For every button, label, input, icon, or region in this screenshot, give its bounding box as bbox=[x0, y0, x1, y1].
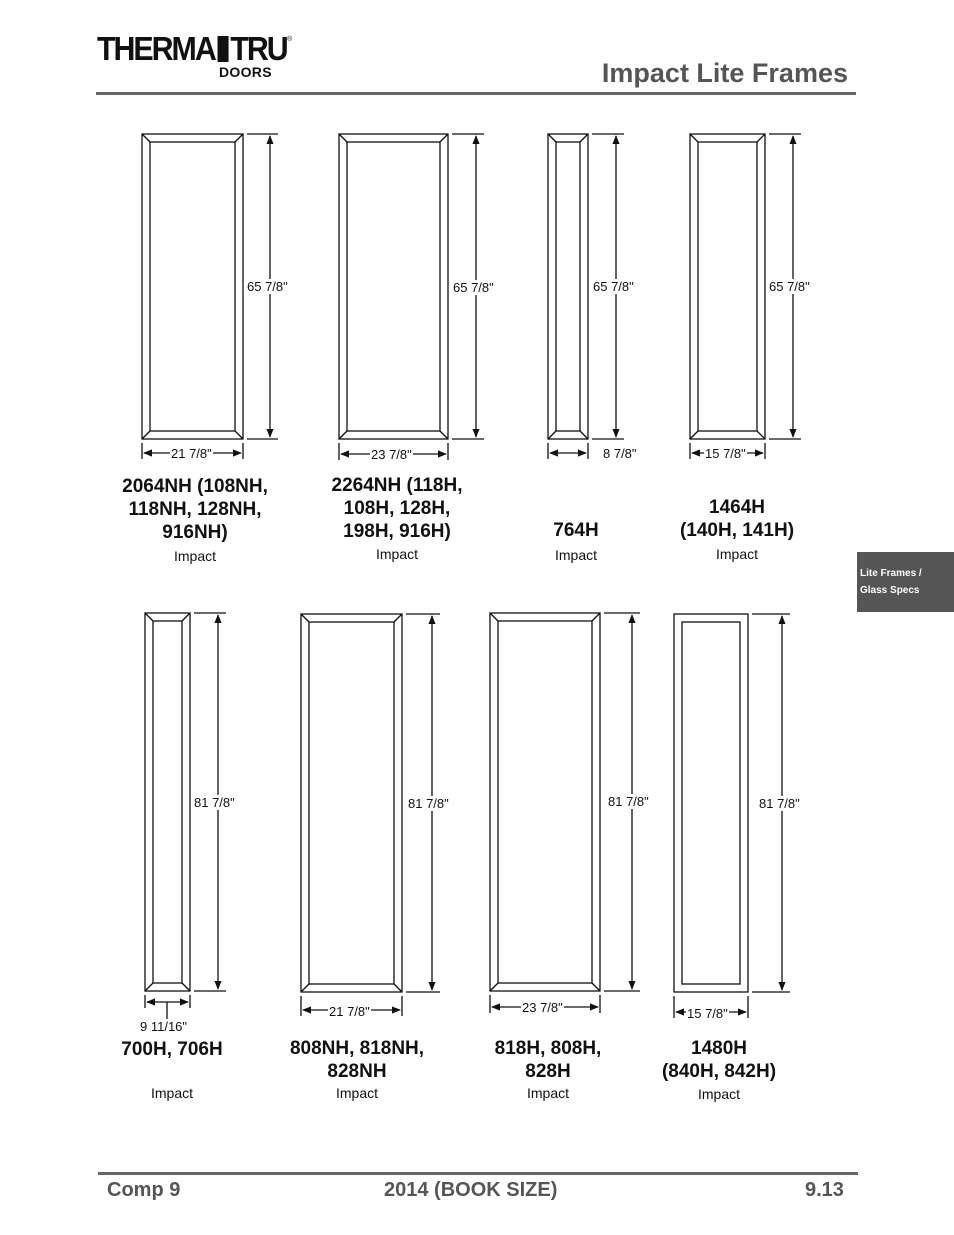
width-dimension: 21 7/8" bbox=[329, 1004, 370, 1019]
frame-miter-2 bbox=[339, 431, 347, 439]
frame-outer-2 bbox=[339, 134, 448, 439]
height-dimension: 65 7/8" bbox=[453, 280, 494, 295]
frame-model-label-line: 108H, 128H, bbox=[343, 498, 451, 519]
frame-miter-3 bbox=[548, 431, 556, 439]
frame-model-label bbox=[122, 475, 268, 544]
frame-type-label: Impact bbox=[375, 546, 419, 562]
frame-miter-1 bbox=[235, 134, 243, 142]
frame-miter-5 bbox=[145, 613, 153, 621]
frame-glass-4 bbox=[698, 142, 757, 431]
frame-model-label-line: 818H, 808H, bbox=[494, 1038, 602, 1059]
frame-outer-8 bbox=[674, 614, 748, 992]
height-dimension: 65 7/8" bbox=[769, 279, 810, 294]
width-dimension: 15 7/8" bbox=[705, 446, 746, 461]
width-dimension: 23 7/8" bbox=[522, 1000, 563, 1015]
frame-glass-2 bbox=[347, 142, 440, 431]
frame-miter-1 bbox=[142, 431, 150, 439]
section-tab-line1: Lite Frames / bbox=[860, 568, 922, 579]
frame-outer-6 bbox=[301, 614, 402, 992]
height-dimension: 65 7/8" bbox=[247, 279, 288, 294]
frame-glass-6 bbox=[309, 622, 394, 984]
frame-miter-1 bbox=[235, 431, 243, 439]
footer-section: Comp 9 bbox=[107, 1179, 181, 1201]
frame-miter-4 bbox=[757, 134, 765, 142]
frame-model-label-line: 2264NH (118H, bbox=[331, 475, 463, 496]
frame-miter-3 bbox=[580, 134, 588, 142]
frame-glass-3 bbox=[556, 142, 580, 431]
section-tab-line2: Glass Specs bbox=[860, 585, 920, 596]
logo-registered-mark: ® bbox=[287, 36, 293, 43]
frame-outer-7 bbox=[490, 613, 600, 991]
height-dimension: 81 7/8" bbox=[408, 796, 449, 811]
frame-model-label bbox=[553, 519, 598, 542]
frame-miter-1 bbox=[142, 134, 150, 142]
footer-page-number: 9.13 bbox=[805, 1179, 844, 1201]
frame-miter-3 bbox=[548, 134, 556, 142]
frame-miter-2 bbox=[339, 134, 347, 142]
frame-model-label-line: 808NH, 818NH, bbox=[289, 1038, 425, 1059]
frame-model-label bbox=[290, 1037, 424, 1083]
footer-edition: 2014 (BOOK SIZE) bbox=[384, 1179, 558, 1201]
frame-miter-4 bbox=[690, 134, 698, 142]
frame-miter-6 bbox=[394, 614, 402, 622]
frame-outer-3 bbox=[548, 134, 588, 439]
frame-miter-7 bbox=[490, 613, 498, 621]
height-dimension: 81 7/8" bbox=[194, 795, 235, 810]
frame-type-label: Impact bbox=[335, 1085, 379, 1101]
frame-miter-7 bbox=[490, 983, 498, 991]
frame-type-label: Impact bbox=[526, 1085, 570, 1101]
frame-miter-5 bbox=[145, 983, 153, 991]
width-dimension: 8 7/8" bbox=[603, 446, 637, 461]
frame-glass-5 bbox=[153, 621, 182, 983]
frame-type-label: Impact bbox=[715, 546, 759, 562]
frame-model-label-line: 2064NH (108NH, bbox=[122, 476, 268, 497]
section-tab bbox=[857, 552, 954, 612]
width-dimension: 21 7/8" bbox=[171, 446, 212, 461]
frame-miter-5 bbox=[182, 983, 190, 991]
frame-miter-5 bbox=[182, 613, 190, 621]
frame-model-label bbox=[332, 474, 463, 543]
frame-model-label bbox=[121, 1038, 222, 1061]
frame-type-label: Impact bbox=[150, 1085, 194, 1101]
frame-model-label-line: 764H bbox=[553, 520, 599, 541]
frame-miter-6 bbox=[301, 614, 309, 622]
frame-model-label-line: 1480H bbox=[691, 1038, 747, 1059]
frame-miter-3 bbox=[580, 431, 588, 439]
frame-type-label: Impact bbox=[554, 547, 598, 563]
frame-miter-2 bbox=[440, 431, 448, 439]
frame-outer-1 bbox=[142, 134, 243, 439]
width-dimension: 9 11/16" bbox=[140, 1019, 188, 1034]
frame-model-label-line: (840H, 842H) bbox=[661, 1061, 777, 1082]
frame-model-label-line: 916NH) bbox=[162, 522, 228, 543]
logo-wordmark-right: TRU bbox=[230, 30, 287, 67]
logo-wordmark-left: THERMA bbox=[97, 30, 215, 67]
frame-model-label-line: 198H, 916H) bbox=[343, 521, 451, 542]
height-dimension: 65 7/8" bbox=[593, 279, 634, 294]
frame-miter-2 bbox=[440, 134, 448, 142]
frame-model-label-line: 1464H bbox=[709, 497, 765, 518]
frame-miter-4 bbox=[757, 431, 765, 439]
frame-model-label bbox=[680, 496, 794, 542]
frame-model-label-line: (140H, 141H) bbox=[679, 520, 795, 541]
frame-miter-7 bbox=[592, 613, 600, 621]
frame-model-label-line: 828NH bbox=[327, 1061, 387, 1082]
footer-divider bbox=[98, 1172, 858, 1175]
frame-miter-6 bbox=[394, 984, 402, 992]
width-dimension: 23 7/8" bbox=[371, 447, 412, 462]
frame-miter-4 bbox=[690, 431, 698, 439]
logo-subtitle: DOORS bbox=[219, 64, 272, 80]
frame-glass-7 bbox=[498, 621, 592, 983]
height-dimension: 81 7/8" bbox=[759, 796, 800, 811]
frame-model-label-line: 700H, 706H bbox=[121, 1039, 223, 1060]
height-dimension: 81 7/8" bbox=[608, 794, 649, 809]
width-dimension: 15 7/8" bbox=[687, 1006, 728, 1021]
frame-glass-1 bbox=[150, 142, 235, 431]
frame-outer-5 bbox=[145, 613, 190, 991]
frame-miter-7 bbox=[592, 983, 600, 991]
frame-model-label-line: 828H bbox=[525, 1061, 571, 1082]
frame-type-label: Impact bbox=[173, 548, 217, 564]
page-title: Impact Lite Frames bbox=[601, 58, 848, 88]
frame-miter-6 bbox=[301, 984, 309, 992]
frame-model-label bbox=[495, 1037, 602, 1083]
frame-model-label-line: 118NH, 128NH, bbox=[128, 499, 262, 520]
frame-glass-8 bbox=[682, 622, 740, 984]
frame-type-label: Impact bbox=[697, 1086, 741, 1102]
frame-model-label bbox=[662, 1037, 776, 1083]
frame-outer-4 bbox=[690, 134, 765, 439]
